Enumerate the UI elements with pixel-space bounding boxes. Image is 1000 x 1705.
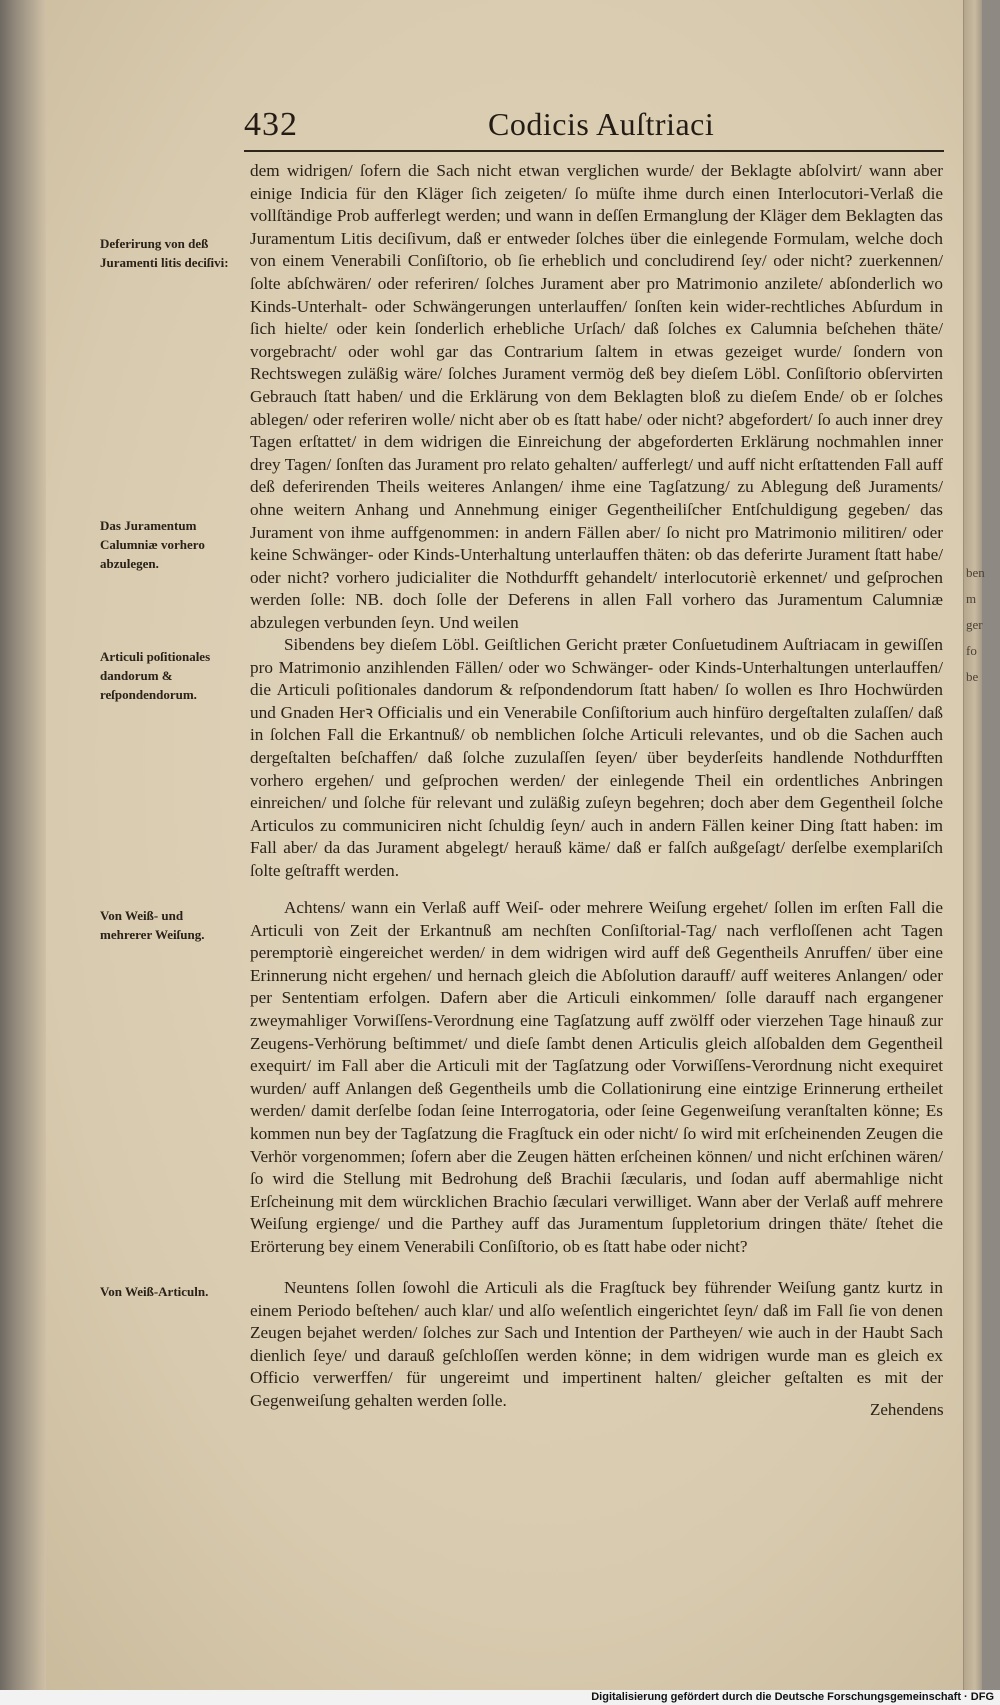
footer-bar [0, 1690, 1000, 1705]
margin-note-weisung: Von Weiß- und mehrerer Weiſung. [100, 908, 205, 942]
paragraph-achtens: Achtens/ wann ein Verlaß auff Weiſ- oder mehrere Weiſung ergehet/ ſollen im erſten Fall die Articuli von Zeit der Erkantnuß am nechſten Conſiſtorial-Tag/ nach verfloſſenen acht Tagen peremptoriè eingereichet werden/ in dem widrigen wird auff deß Gegentheils Anruffen/ über eine Erinnerung nicht ergehen/ und hernach gleich die Abſolution darauff/ auff weiteres Anlangen/ oder per Sententiam erfolgen. Dafern aber die Articuli einkommen/ ſolle darauff nach ergangener zweymahliger Vorwiſſens-Verordnung eine Tagſatzung auff zwölff oder vierzehen Tage hinauß zur Zeugens-Verhörung beſtimmet/ und dieſe ſambt denen Articulis gleich alſobalden dem Gegentheil exequirt/ im Fall aber die Articuli mit der Tagſatzung oder Vorwiſſens-Verordnung nicht exequiret wurden/ auff Anlangen deß Gegentheils umb die Collationirung eine eintzige Erinnerung ertheilet werden/ damit derſelbe ſodan ſeine Interrogatoria, oder ſeine Gegenweiſung veranſtalten könne; Es kommen nun bey der Tagſatzung die Fragſtuck ein oder nicht/ ſo wird mit erſcheinenden Zeugen die Verhör vorgenommen; ſofern aber die Zeugen hätten erſcheinen können/ und nicht erſchinen wären/ ſo wird die Stellung mit Bedrohung deß Brachii ſæcularis, und ſodan auff abermahlige nicht Erſcheinung mit dem würcklichen Brachio ſæculari verwilliget. Wann aber der Verlaß auff mehrere Weiſung ergienge/ und die Parthey auff das Juramentum ſuppletorium dringen thäte/ ſtehet die Erörterung bey einem Venerabili Conſiſtorio, ob es ſtatt habe oder nicht? [250, 898, 943, 1256]
paragraph-juramentum: dem widrigen/ ſofern die Sach nicht etwan verglichen wurde/ der Beklagte abſolvirt/ wann aber einige Indicia für den Kläger ſich zeigeten/ ſo müſte ihme durch einen Interlocutori-Verlaß die vollſtändige Prob aufferlegt werden; und wann in deſſen Ermanglung der Kläger dem Beklagten das Juramentum Litis deciſivum, daß er entweder ſolches über die einlegende Formulam, welche doch von einem Venerabili Conſiſtorio, ob ſie erheblich und concludirend ſey/ oder nicht? zuerkennen/ ſolte abſchwären/ oder referiren/ ſolches Jurament aber pro Matrimonio anzilete/ abſonderlich wo Kinds-Unterhalt- oder Schwängerungen unterlauffen/ ſonſten kein wider-rechtliches Abſurdum in ſich hielte/ oder kein ſonderlich erhebliche Urſach/ daß ſolches ex Calumnia beſchehen thäte/ vorgebracht/ oder wohl gar das Contrarium ſaltem in etwas gezeiget wurde/ ſondern von Rechtswegen zuläßig wäre/ ſolches Jurament vermög deß bey dieſem Löbl. Conſiſtorio obſervirten Gebrauch ſtatt haben/ und die Erklärung von dem Beklagten bloß zu dieſem Ende/ ob er ſolches ablegen/ oder referiren wolle/ nicht aber ob es ſtatt habe/ oder nicht? abgefordert/ ſo auch inner drey Tagen erſtattet/ in dem widrigen die Einreichung der abgeforderten Erklärung nochmahlen inner drey Tagen/ ſonſten das Jurament pro relato gehalten/ aufferlegt/ und auff nicht erſtattenden Fall auff deß deferirenden Theils weiteres Anlangen/ ihme eine Tagſatzung/ zu Ablegung deß Juraments/ ohne weitern Anhang und Annehmung einiger Gegentheiliſcher Entſchuldigung gegeben/ das Jurament von ihme auffgenommen: in andern Fällen aber/ ſo nicht pro Matrimonio militiren/ oder keine Schwänger- oder Kinds-Unterhaltung unterlauffen thäten: ob das deferirte Jurament ſtatt habe/ oder nicht? vorhero judicialiter die Nothdurfft gehandelt/ interlocutoriè erkennet/ und geſprochen werden ſolle: NB. doch ſolle der Deferens in allen Fall vorhero das Juramentum Calumniæ abzulegen verbunden ſeyn. Und weilen [250, 161, 943, 632]
running-title: Codicis Auſtriaci [488, 106, 715, 142]
header-rule [244, 150, 944, 152]
paragraph-neuntens: Neuntens ſollen ſowohl die Articuli als die Fragſtuck bey führender Weiſung gantz kurtz in einem Periodo beſtehen/ auch klar/ und alſo weſentlich eingerichtet ſeyn/ daß im Fall ſie von denen Zeugen bejahet werden/ ſolches zur Sach und Intention der Partheyen/ wie auch in der Haubt Sach dienlich ſeye/ und darauß geſchloſſen werden könne; in dem widrigen wurde man es gleich ex Officio verwerffen/ für ungereimt und impertinent halten/ gleicher geſtalten es mit der Gegenweiſung gehalten werden ſolle. [250, 1278, 943, 1410]
catchword: Zehendens [870, 1400, 944, 1419]
margin-note-juramentum-calumniae: Das Juramentum Calumniæ vorhero abzulegen. [100, 518, 205, 571]
paragraph-sibendens: Sibendens bey dieſem Löbl. Geiſtlichen Gericht præter Conſuetudinem Auſtriacam in gewiſſen pro Matrimonio anzihlenden Fällen/ oder wo Schwänger- oder Kinds-Unterhaltungen unterlauffen/ die Articuli poſitionales dandorum & reſpondendorum ſtatt haben/ ſo wollen es Ihro Hochwürden und Gnaden Herꝛ Officialis und ein Venerabile Conſiſtorium auch hinfüro dergeſtalten zulaſſen/ daß in ſolchen Fall die Erkantnuß/ ob nemblichen ſolche Articuli relevantes, und ob die Sachen auch dergeſtalten beſchaffen/ daß ſolche zuzulaſſen ſeyen/ über beyderſeits handlende Nothdurfften vorhero ergehen/ und geſprochen werden/ der einlegende Theil ein ordentliches Anbringen einreichen/ und ſolche für relevant und zuläßig zuſeyn begehren; doch aber dem Gegentheil ſolche Articulos zu communiciren nicht ſchuldig ſeyn/ auch in andern Fällen keiner Ding ſtatt haben: im Fall aber/ da das Jurament abgelegt/ herauß käme/ daß er falſch außgeſagt/ derſelbe exemplariſch ſolte geſtrafft werden. [250, 635, 943, 880]
page-number: 432 [244, 106, 298, 143]
page-header [244, 106, 944, 152]
margin-note-weiss-articuln: Von Weiß-Articuln. [100, 1284, 209, 1299]
margin-note-juramentum-litis: Deferirung von deß Juramenti litis deciſivi: [100, 236, 229, 270]
digitization-credit: Digitalisierung gefördert durch die Deutsche Forschungsgemeinschaft · DFG [591, 1691, 994, 1703]
binding-gutter [0, 0, 46, 1690]
adjacent-page-text: ben m ger fo be [966, 565, 985, 684]
adjacent-page-edge [963, 0, 985, 1690]
margin-note-articuli-positionales: Articuli poſitionales dandorum & reſpondendorum. [100, 649, 211, 702]
